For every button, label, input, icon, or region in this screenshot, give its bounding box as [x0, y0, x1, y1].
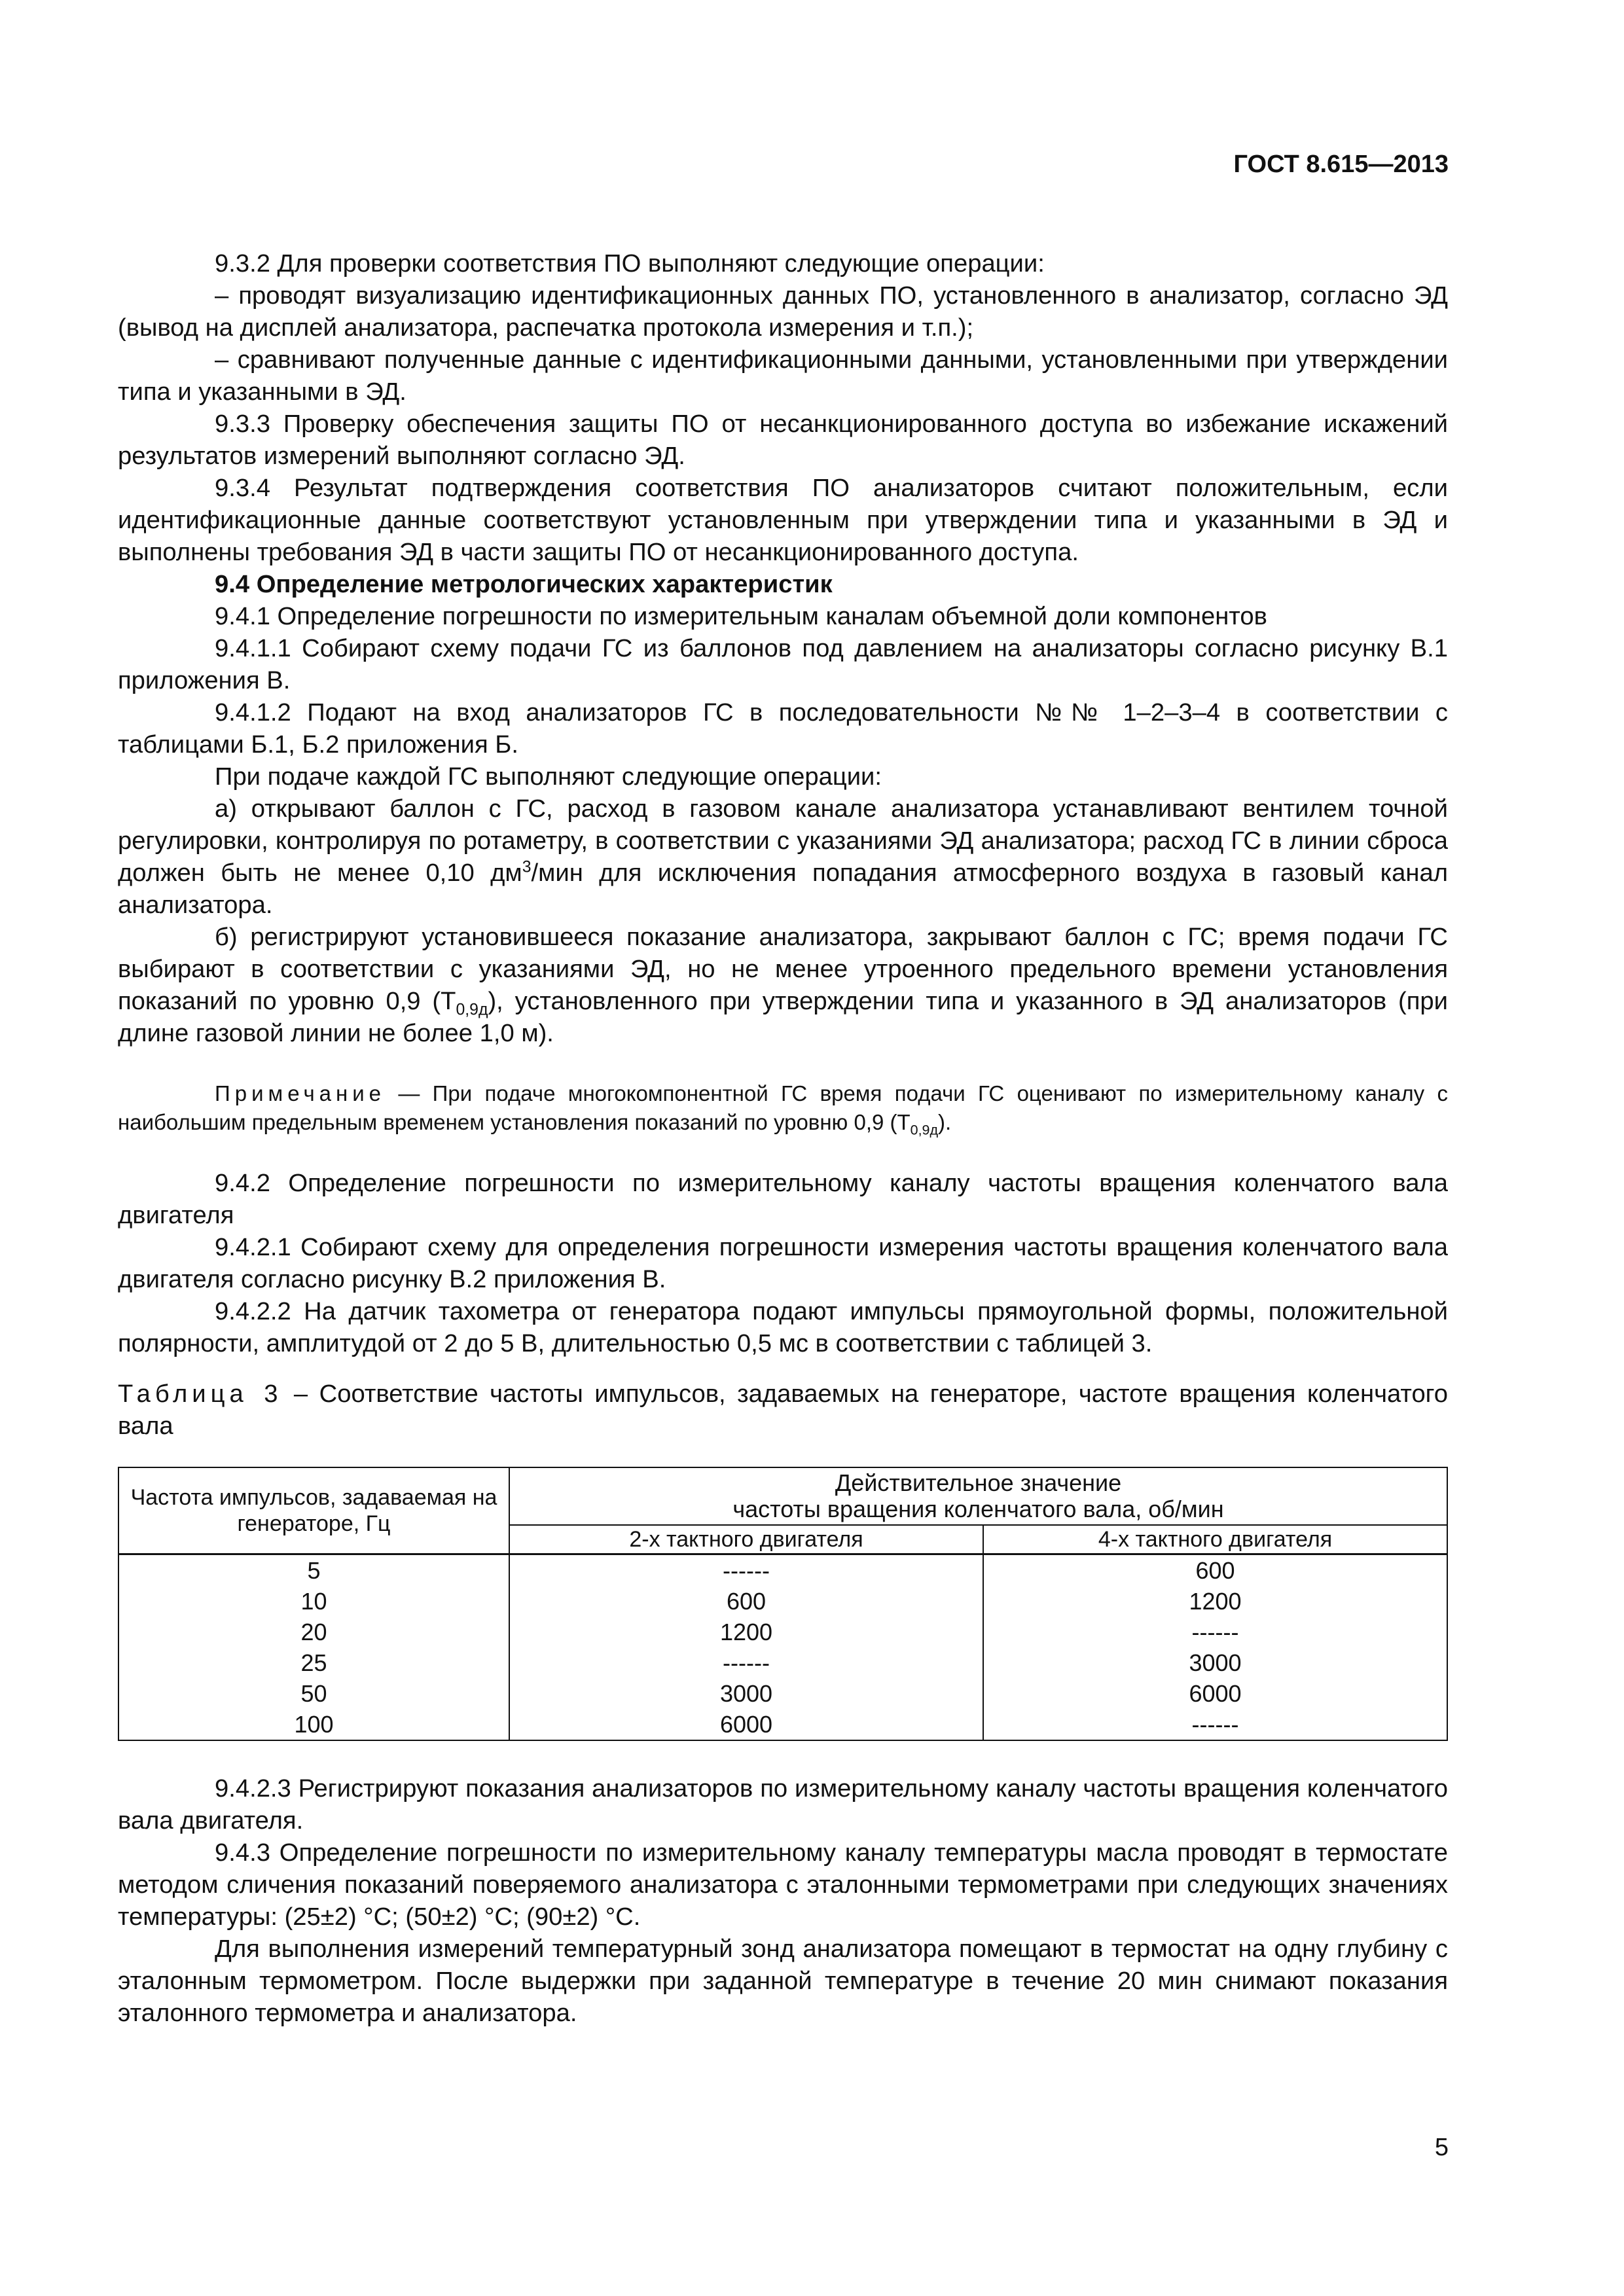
table-3	[118, 1467, 1448, 1741]
note-label: Примечание	[215, 1081, 386, 1105]
table-header-2-stroke: 2-х тактного двигателя	[509, 1525, 983, 1554]
paragraph-9-3-3: 9.3.3 Проверку обеспечения защиты ПО от несанкционированного доступа во избежание искажений результатов измерений выполняют согласно ЭД.	[118, 410, 1448, 470]
paragraph-list-item-1: – проводят визуализацию идентификационных данных ПО, установленного в анализатор, согласно ЭД (вывод на дисплей анализатора, распечатка протокола измерения и т.п.);	[118, 281, 1448, 342]
page-number: 5	[1434, 2134, 1449, 2161]
paragraph-9-4-2: 9.4.2 Определение погрешности по измерительному каналу частоты вращения коленчатого вала двигателя	[118, 1169, 1448, 1229]
paragraph-operations-intro: При подаче каждой ГС выполняют следующие операции:	[215, 762, 882, 791]
table-row: 10 600 1200	[118, 1586, 1447, 1617]
document-body	[118, 247, 1448, 2029]
table-caption	[118, 1378, 1448, 1442]
paragraph-9-4-1: 9.4.1 Определение погрешности по измерительным каналам объемной доли компонентов	[215, 602, 1267, 630]
paragraph-9-4-2-3: 9.4.2.3 Регистрируют показания анализаторов по измерительному каналу частоты вращения коленчатого вала двигателя.	[118, 1774, 1448, 1835]
table-row: 100 6000 ------	[118, 1709, 1447, 1740]
table-row: 25 ------ 3000	[118, 1647, 1447, 1678]
paragraph-9-4-1-2: 9.4.1.2 Подают на вход анализаторов ГС в последовательности №№ 1–2–3–4 в соответствии с таблицами Б.1, Б.2 приложения Б.	[118, 698, 1448, 759]
document-id-header: ГОСТ 8.615—2013	[1233, 151, 1449, 178]
paragraph-9-3-2: 9.3.2 Для проверки соответствия ПО выполняют следующие операции:	[215, 249, 1045, 278]
paragraph-measurement-procedure: Для выполнения измерений температурный зонд анализатора помещают в термостат на одну глубину с эталонным термометром. После выдержки при заданной температуре в течение 20 мин снимают показания эталонного термометра и анализатора.	[118, 1934, 1448, 2027]
paragraph-item-a: а) открывают баллон с ГС, расход в газовом канале анализатора устанавливают вентилем точной регулировки, контролируя по ротаметру, в соответствии с указаниями ЭД анализатора; расход ГС в линии сброса должен быть не менее 0,10 $дм^3$/мин для исключения попадания атмосферного воздуха в газовый канал анализатора.	[118, 795, 1448, 919]
table-row: 50 3000 6000	[118, 1678, 1447, 1709]
table-caption-text: – Соответствие частоты импульсов, задаваемых на генераторе, частоте вращения коленчатого вала	[118, 1380, 1449, 1440]
table-header-4-stroke: 4-х тактного двигателя	[983, 1525, 1447, 1554]
paragraph-9-4-1-1: 9.4.1.1 Собирают схему подачи ГС из баллонов под давлением на анализаторы согласно рисунку В.1 приложения В.	[118, 634, 1448, 694]
paragraph-list-item-2: – сравнивают полученные данные с идентификационными данными, установленными при утверждении типа и указанными в ЭД.	[118, 346, 1448, 406]
table-row: 20 1200 ------	[118, 1617, 1447, 1647]
paragraph-9-3-4: 9.3.4 Результат подтверждения соответствия ПО анализаторов считают положительным, если идентификационные данные соответствуют установленным при утверждении типа и указанными в ЭД и выполнены требования ЭД в части защиты ПО от несанкционированного доступа.	[118, 474, 1448, 566]
table-header-frequency: Частота импульсов, задаваемая на генераторе, Гц	[118, 1467, 509, 1554]
table-header-group: Действительное значение частоты вращения коленчатого вала, об/мин	[509, 1467, 1447, 1525]
table-row: 5 ------ 600	[118, 1554, 1447, 1586]
note: Примечание — При подаче многокомпонентной ГС время подачи ГС оценивают по измерительному каналу с наибольшим предельным временем установления показаний по уровню 0,9 $(Т_{0,9д})$.	[118, 1081, 1448, 1138]
table-caption-label: Таблица 3	[118, 1380, 283, 1408]
paragraph-9-4-2-1: 9.4.2.1 Собирают схему для определения погрешности измерения частоты вращения коленчатого вала двигателя согласно рисунку В.2 приложения В.	[118, 1233, 1448, 1293]
section-heading-9-4: 9.4 Определение метрологических характеристик	[215, 570, 833, 598]
paragraph-9-4-3: 9.4.3 Определение погрешности по измерительному каналу температуры масла проводят в термостате методом сличения показаний поверяемого анализатора с эталонными термометрами при следующих значениях температуры: (25±2) °С; (50±2) °С; (90±2) °С.	[118, 1838, 1448, 1931]
paragraph-item-b: б) регистрируют установившееся показание анализатора, закрывают баллон с ГС; время подачи ГС выбирают в соответствии с указаниями ЭД, но не менее утроенного предельного времени установления показаний по уровню 0,9 $(Т_{0,9д})$, установленного при утверждении типа и указанного в ЭД анализаторов (при длине газовой линии не более 1,0 м).	[118, 923, 1448, 1047]
paragraph-9-4-2-2: 9.4.2.2 На датчик тахометра от генератора подают импульсы прямоугольной формы, положительной полярности, амплитудой от 2 до 5 В, длительностью 0,5 мс в соответствии с таблицей 3.	[118, 1297, 1448, 1357]
